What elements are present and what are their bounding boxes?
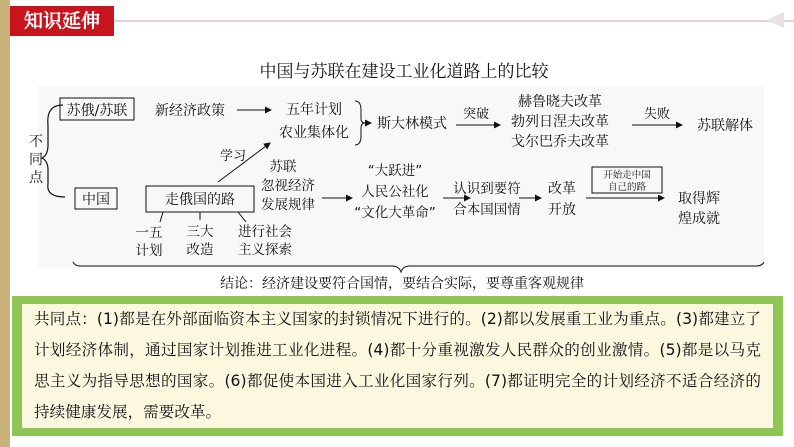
own-road-line2: 自己的路 [607,182,647,193]
tree-line-3 [238,212,246,222]
neglect-line1: 苏联 [269,159,297,175]
reform-brezhnev: 勃列日涅夫改革 [511,114,609,130]
three-reforms-2: 改造 [186,242,214,258]
achievement-line1: 取得辉 [678,191,720,207]
first-plan-1: 一五 [135,225,163,241]
breakthrough-text: 突破 [462,107,490,122]
realize-line2: 合本国国情 [453,202,521,218]
realize-line1: 认识到要符 [453,181,521,197]
first-plan-2: 计划 [135,243,163,259]
own-road-line1: 开始走中国 [603,170,651,181]
open-text: 开放 [548,202,576,218]
cultural-rev-text: “文化大革命” [354,205,436,221]
china-label: 中国 [82,192,110,208]
communes-text: 人民公社化 [361,184,429,200]
reform-gorbachev: 戈尔巴乔夫改革 [511,134,609,150]
conclusion-text: 结论：经济建设要符合国情，要结合实际，要尊重客观规律 [220,276,584,292]
label-butong-3: 点 [29,170,43,186]
conclusion-brace [73,262,764,272]
stalin-model-text: 斯大林模式 [377,116,447,132]
collectivization-text: 农业集体化 [279,125,349,141]
reform-khrushchev: 赫鲁晓夫改革 [518,94,602,110]
brace-connector [42,105,65,197]
section-tag: 知识延伸 [10,6,114,36]
diagram-title: 中国与苏联在建设工业化道路上的比较 [259,62,549,82]
explore-1: 进行社会 [238,224,292,240]
neglect-line2: 忽视经济 [261,178,315,194]
label-butong-1: 不 [29,134,43,150]
nep-text: 新经济政策 [155,103,225,119]
learn-text: 学习 [219,149,247,164]
explore-2: 主义探索 [238,242,292,258]
ussr-brace [355,101,365,145]
tree-line-1 [160,212,163,222]
common-points-panel [12,296,783,436]
reform-text: 改革 [548,181,576,197]
neglect-line3: 发展规律 [261,197,315,213]
common-points-text: 共同点：(1)都是在外部面临资本主义国家的封锁情况下进行的。(2)都以发展重工业为重点。(3)都建立了计划经济体制，通过国家计划推进工业化进程。(4)都十分重视激发人民群众的创业激情。(5)都是以马克思主义为指导思想的国家。(6)都促使本国进入工业化国家行列。(7)都证明完全的计划经济不适合经济的持续健康发展，需要改革。 [22,304,773,428]
three-reforms-1: 三大 [186,224,214,240]
achievement-line2: 煌成就 [678,211,720,227]
failure-text: 失败 [643,107,671,122]
ussr-dissolution-text: 苏联解体 [697,118,753,134]
ussr-label: 苏俄/苏联 [66,103,128,119]
russia-path-text: 走俄国的路 [165,192,235,208]
five-year-plan-text: 五年计划 [286,102,342,118]
great-leap-text: “大跃进” [367,163,423,179]
label-butong-2: 同 [29,152,43,168]
